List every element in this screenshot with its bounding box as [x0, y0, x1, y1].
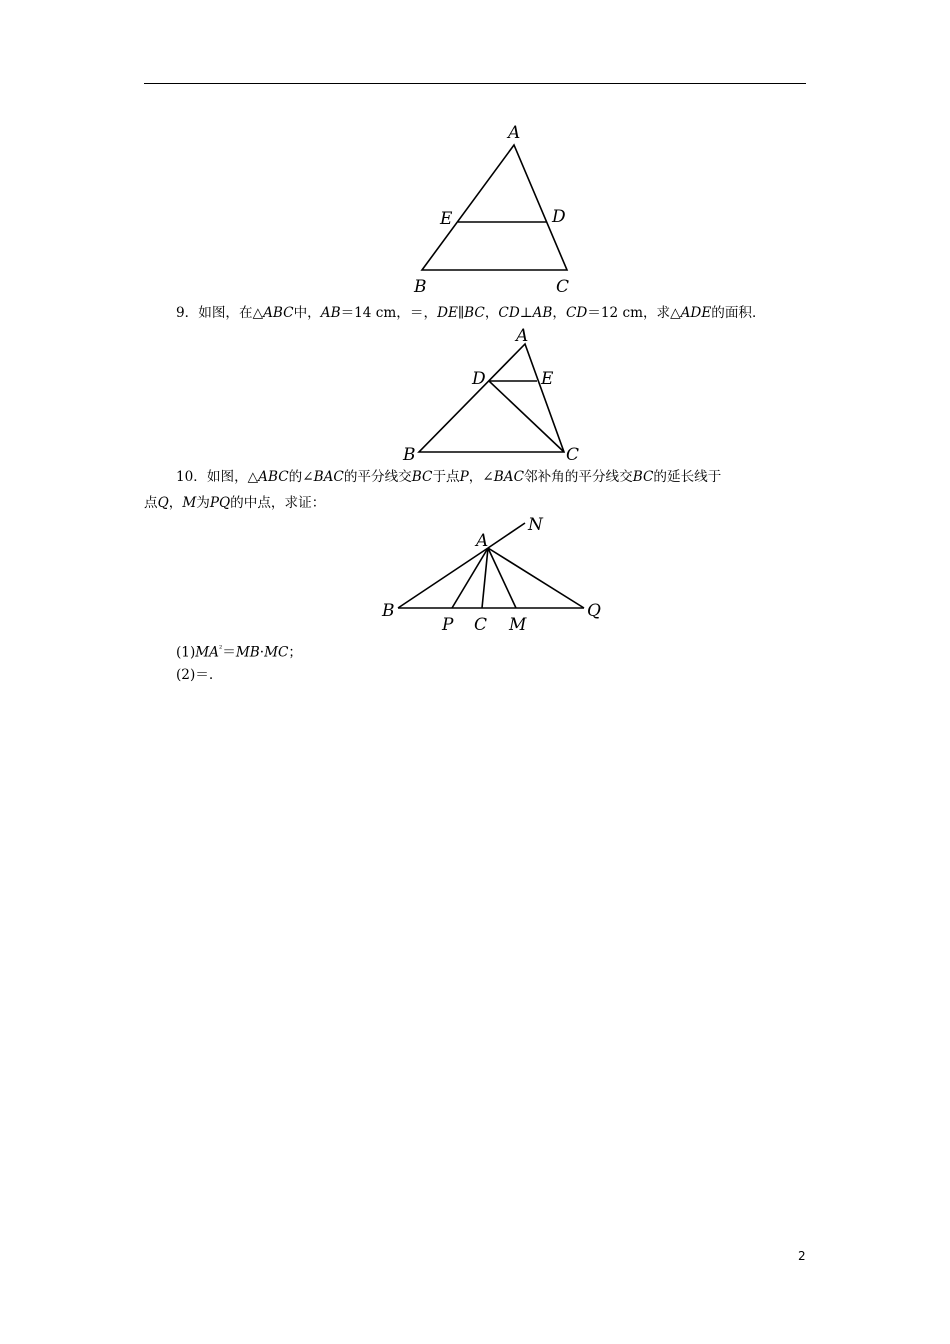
label-m-10: M: [509, 615, 527, 635]
label-a-9: A: [516, 326, 529, 346]
label-a-10: A: [476, 531, 489, 551]
figure-9-triangle: [398, 326, 588, 466]
label-e-9: E: [541, 369, 554, 389]
label-c-10: C: [474, 615, 488, 635]
problem-9-text: 9．如图，在△ABC中，AB＝14 cm，＝，DE∥BC，CD⊥AB，CD＝12 cm，求△ADE的面积．: [176, 305, 766, 321]
triangle-abc: [422, 145, 567, 270]
problem-10-line-1: 10．如图，△ABC的∠BAC的平分线交BC于点P，∠BAC邻补角的平分线交BC的延长线于: [176, 469, 722, 485]
segment-dc: [489, 381, 564, 452]
proof-item-2: (2)＝.: [176, 667, 214, 683]
triangle-abc-9: [419, 344, 564, 452]
label-b: B: [414, 277, 427, 297]
page-number: 2: [798, 1249, 806, 1263]
label-d: D: [552, 207, 566, 227]
label-b-10: B: [382, 601, 395, 621]
ray-an: [488, 523, 525, 548]
label-q-10: Q: [587, 601, 601, 621]
label-c-9: C: [566, 445, 580, 465]
label-d-9: D: [472, 369, 486, 389]
label-n-10: N: [528, 515, 543, 535]
label-c: C: [556, 277, 570, 297]
label-e: E: [440, 209, 453, 229]
figure-10-bisectors: [378, 512, 608, 636]
label-p-10: P: [442, 615, 454, 635]
problem-10-line-2: 点Q，M为PQ的中点，求证：: [144, 495, 326, 511]
label-a: A: [508, 123, 521, 143]
label-b-9: B: [403, 445, 416, 465]
header-rule: [144, 83, 806, 84]
problem-9-number: 9．: [176, 305, 199, 321]
figure-top-triangle: [400, 118, 590, 298]
proof-item-1: $(1)MA^{^2}=MB\cdot MC$；: [176, 644, 302, 661]
segment-ba: [398, 548, 488, 608]
